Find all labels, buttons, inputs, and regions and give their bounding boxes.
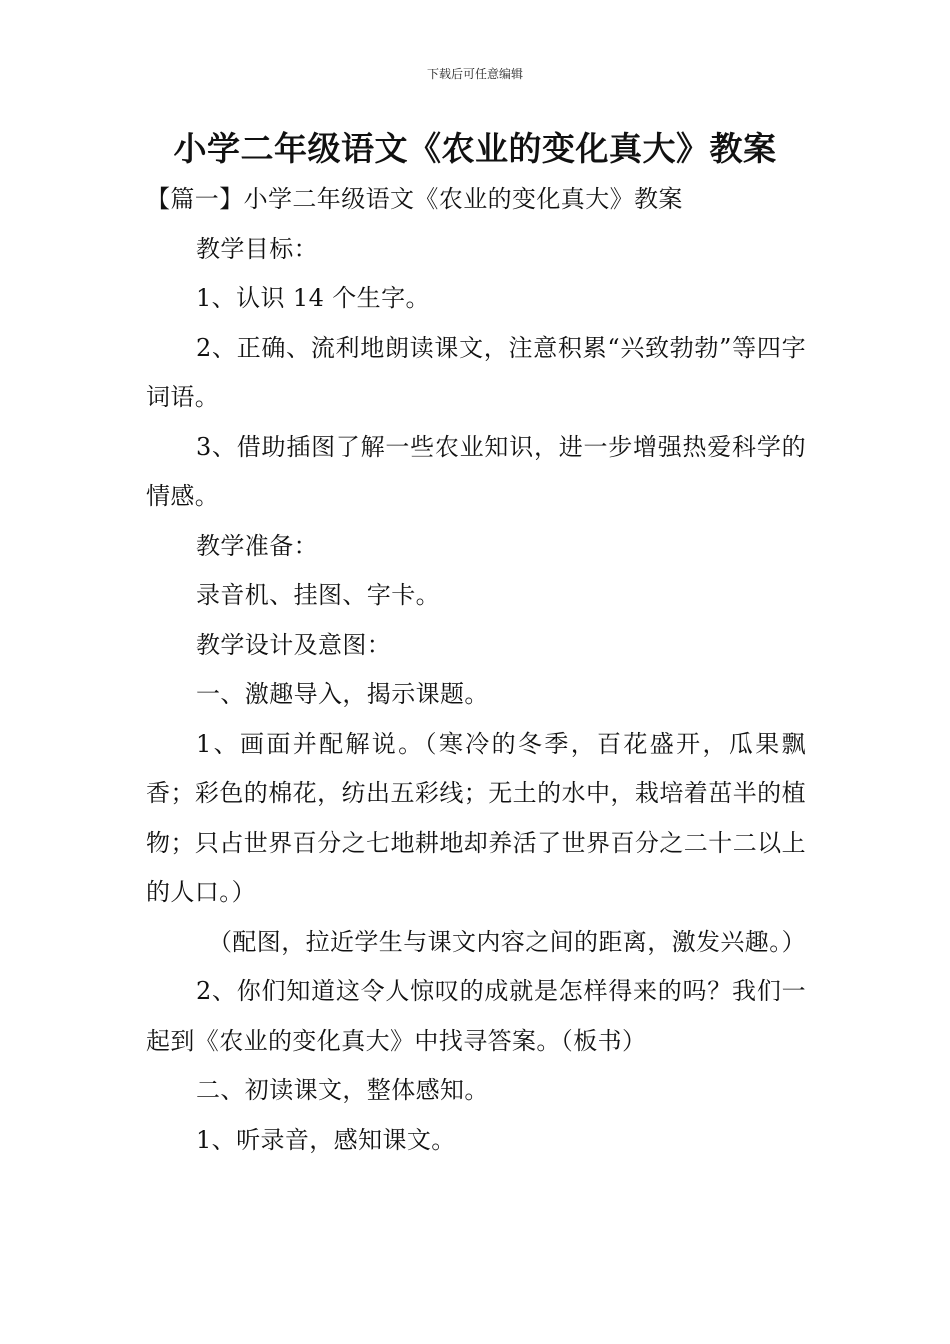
- paragraph: 教学目标：: [196, 234, 318, 263]
- document-body: [146, 175, 806, 1165]
- paragraph: 2、正确、流利地朗读课文，注意积累“兴致勃勃”等四字词语。: [146, 333, 806, 411]
- paragraph: 1、听录音，感知课文。: [196, 1125, 456, 1154]
- paragraph: 2、你们知道这令人惊叹的成就是怎样得来的吗？我们一起到《农业的变化真大》中找寻答案。（板书）: [146, 977, 806, 1055]
- paragraph-note: （配图，拉近学生与课文内容之间的距离，激发兴趣。）: [208, 927, 806, 956]
- paragraph: 二、初读课文，整体感知。: [196, 1076, 489, 1104]
- paragraph: 教学设计及意图：: [196, 630, 392, 659]
- paragraph: 录音机、挂图、字卡。: [196, 581, 440, 609]
- paragraph: 1、认识 14 个生字。: [196, 284, 430, 312]
- paragraph: 一、激趣导入，揭示课题。: [196, 680, 489, 708]
- paragraph: 1、画面并配解说。（寒冷的冬季，百花盛开，瓜果飘香；彩色的棉花，纺出五彩线；无土的水中，栽培着茁半的植物；只占世界百分之七地耕地却养活了世界百分之二十二以上的人口。）: [146, 729, 806, 906]
- paragraph: 3、借助插图了解一些农业知识，进一步增强热爱科学的情感。: [146, 432, 806, 510]
- section-heading: 【篇一】小学二年级语文《农业的变化真大》教案: [146, 185, 683, 213]
- paragraph: 教学准备：: [196, 531, 318, 560]
- header-note: 下载后可任意编辑: [426, 67, 523, 81]
- document-title: 小学二年级语文《农业的变化真大》教案: [173, 129, 777, 168]
